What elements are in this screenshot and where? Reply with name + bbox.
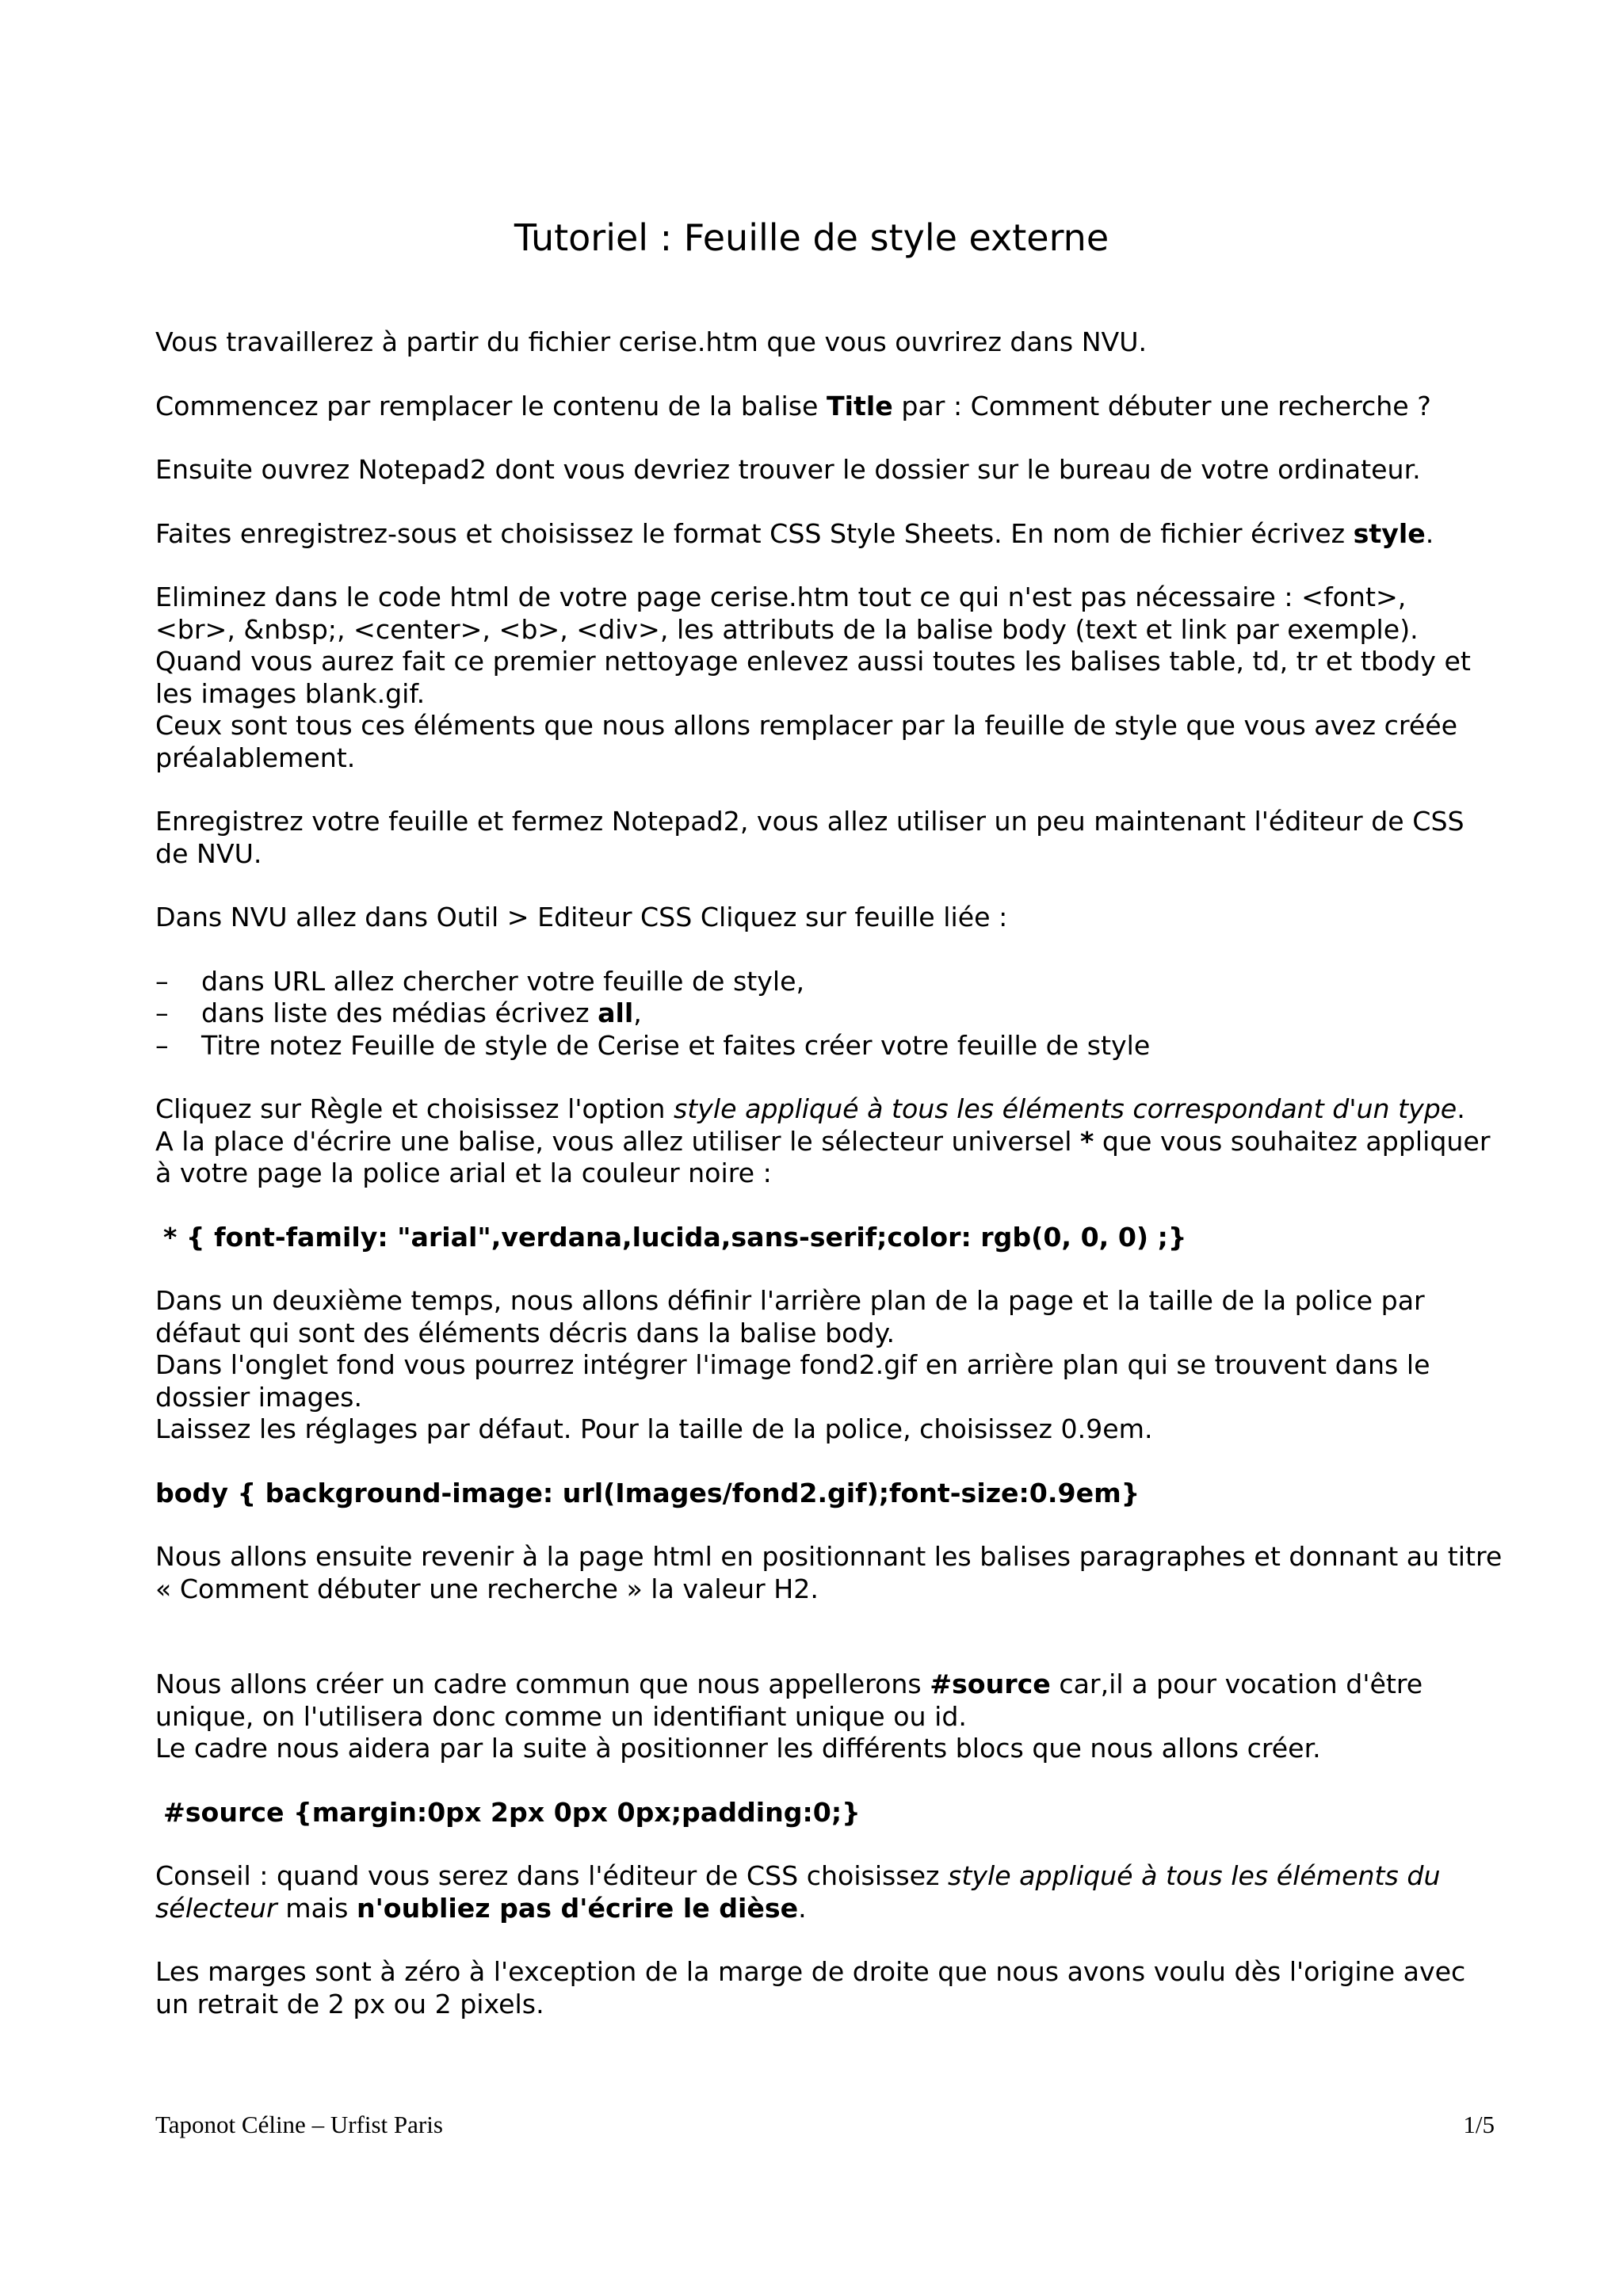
paragraph-text: Le cadre nous aidera par la suite à positionner les différents blocs que nous allons créer.	[155, 1733, 1321, 1764]
list-item-text: Titre notez Feuille de style de Cerise et faites créer votre feuille de style	[201, 1029, 1151, 1061]
list-item-text: dans liste des médias écrivez	[201, 997, 598, 1028]
paragraph-save-close	[155, 806, 1503, 870]
bold-term: all	[598, 997, 634, 1028]
paragraph-body-background	[155, 1285, 1503, 1446]
paragraph-text: Vous travaillerez à partir du fichier cerise.htm que vous ouvrirez dans NVU.	[155, 326, 1148, 357]
paragraph-text: Eliminez dans le code html de votre page cerise.htm tout ce qui n'est pas nécessaire : <font>,	[155, 582, 1407, 612]
paragraph-text: A la place d'écrire une balise, vous allez utiliser le sélecteur universel	[155, 1125, 1080, 1157]
paragraph-text: Laissez les réglages par défaut. Pour la taille de la police, choisissez 0.9em.	[155, 1413, 1153, 1444]
paragraph-css-editor	[155, 902, 1503, 934]
paragraph-text: Ensuite ouvrez Notepad2 dont vous devriez trouver le dossier sur le bureau de votre ordinateur.	[155, 454, 1421, 485]
paragraph-advice	[155, 1860, 1503, 1924]
instruction-list	[155, 966, 1503, 1062]
paragraph-intro	[155, 326, 1503, 359]
code-universal-selector: * { font-family: "arial",verdana,lucida,sans-serif;color: rgb(0, 0, 0) ;}	[163, 1221, 1187, 1253]
paragraph-margins	[155, 1956, 1503, 2020]
paragraph-notepad	[155, 454, 1503, 486]
paragraph-text: Les marges sont à zéro à l'exception de la marge de droite que nous avons voulu dès l'origine avec un retrait de 2 px ou 2 pixels.	[155, 1956, 1466, 2019]
bold-term: style	[1353, 517, 1426, 549]
paragraph-text: Cliquez sur Règle et choisissez l'option	[155, 1093, 674, 1124]
bold-term: #source	[930, 1669, 1051, 1699]
code-source-rule: #source {margin:0px 2px 0px 0px;padding:0;}	[163, 1796, 861, 1828]
document-body	[155, 326, 1503, 2020]
paragraph-text: mais	[277, 1892, 357, 1924]
paragraph-text: Nous allons ensuite revenir à la page html en positionnant les balises paragraphes et donnant au titre « Comment débuter une recherche » la valeur H2.	[155, 1541, 1503, 1604]
bold-term: *	[1080, 1125, 1094, 1157]
footer-page-number: 1/5	[1463, 2111, 1495, 2138]
paragraph-text: .	[1425, 517, 1434, 549]
paragraph-save-as	[155, 518, 1503, 551]
paragraph-text: Enregistrez votre feuille et fermez Notepad2, vous allez utiliser un peu maintenant l'éditeur de CSS de NVU.	[155, 806, 1465, 869]
code-body-rule: body { background-image: url(Images/fond2.gif);font-size:0.9em}	[155, 1477, 1140, 1508]
paragraph-text: Nous allons créer un cadre commun que nous appellerons	[155, 1669, 930, 1699]
page-title: Tutoriel : Feuille de style externe	[514, 216, 1109, 259]
list-item-text: dans URL allez chercher votre feuille de style,	[201, 965, 805, 997]
paragraph-text: par : Comment débuter une recherche ?	[892, 390, 1431, 421]
paragraph-text: Dans l'onglet fond vous pourrez intégrer l'image fond2.gif en arrière plan qui se trouvent dans le dossier images.	[155, 1349, 1430, 1413]
list-item	[155, 997, 1503, 1030]
paragraph-source-frame	[155, 1669, 1503, 1765]
list-item	[155, 1030, 1503, 1062]
paragraph-text: .	[798, 1892, 807, 1924]
paragraph-text: Conseil : quand vous serez dans l'éditeur de CSS choisissez	[155, 1860, 949, 1891]
paragraph-rule	[155, 1093, 1503, 1190]
paragraph-text: Faites enregistrez-sous et choisissez le format CSS Style Sheets. En nom de fichier écrivez	[155, 517, 1354, 549]
paragraph-text: Ceux sont tous ces éléments que nous allons remplacer par la feuille de style que vous avez créée préalablement.	[155, 710, 1458, 773]
paragraph-text: Quand vous aurez fait ce premier nettoyage enlevez aussi toutes les balises table, td, tr et tbody et les images blank.gif.	[155, 646, 1471, 709]
paragraph-text: <br>, &nbsp;, <center>, <b>, <div>, les attributs de la balise body (text et link par exemple).	[155, 613, 1419, 645]
paragraph-text: Commencez par remplacer le contenu de la balise	[155, 390, 827, 421]
list-item	[155, 966, 1503, 998]
italic-term: style appliqué à tous les éléments du sélecteur	[155, 1860, 1441, 1924]
italic-term: style appliqué à tous les éléments correspondant d'un type	[673, 1093, 1457, 1124]
paragraph-h2	[155, 1541, 1503, 1605]
bold-term: Title	[827, 390, 893, 421]
paragraph-text: Dans NVU allez dans Outil > Editeur CSS Cliquez sur feuille liée :	[155, 902, 1008, 933]
paragraph-text: car,il a pour vocation d'être unique, on l'utilisera donc comme un identifiant unique ou id.	[155, 1669, 1423, 1732]
paragraph-text: .	[1457, 1093, 1465, 1124]
paragraph-text: que vous souhaitez appliquer à votre page la police arial et la couleur noire :	[155, 1125, 1491, 1188]
paragraph-title-tag	[155, 391, 1503, 423]
footer-author: Taponot Céline – Urfist Paris	[155, 2111, 443, 2138]
list-item-text: ,	[633, 997, 642, 1028]
paragraph-text: Dans un deuxième temps, nous allons définir l'arrière plan de la page et la taille de la police par défaut qui sont des éléments décris dans la balise body.	[155, 1285, 1425, 1348]
bold-term: n'oubliez pas d'écrire le dièse	[356, 1892, 799, 1924]
paragraph-cleanup	[155, 582, 1503, 774]
